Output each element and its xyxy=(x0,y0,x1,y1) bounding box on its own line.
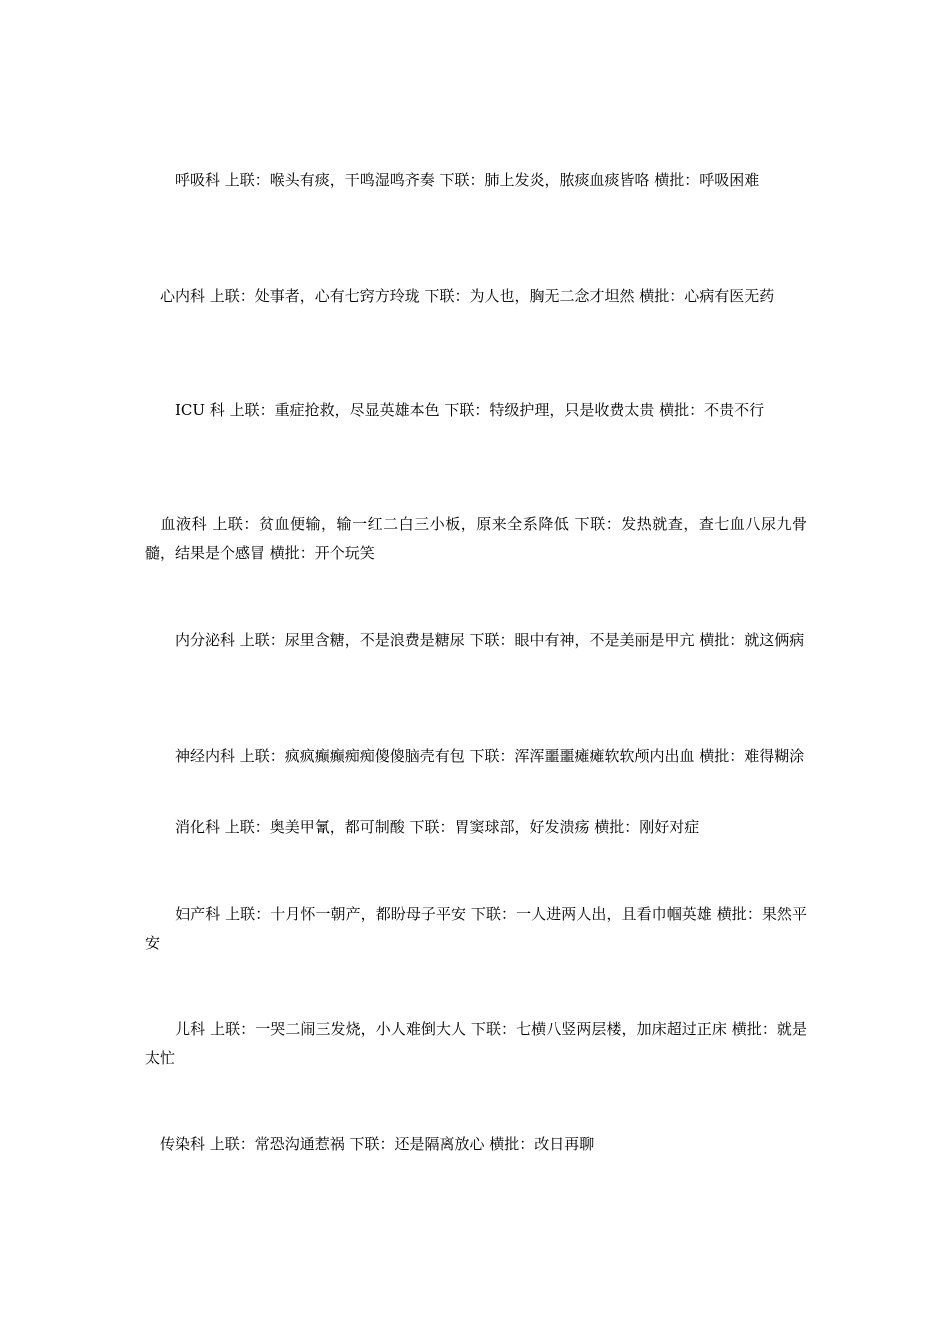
paragraph-neurology: 神经内科 上联：疯疯癫癫痴痴傻傻脑壳有包 下联：浑浑噩噩瘫瘫软软颅内出血 横批：难得糊涂 xyxy=(145,747,805,765)
paragraph-icu: ICU 科 上联：重症抢救，尽显英雄本色 下联：特级护理，只是收费太贵 横批：不贵不行 xyxy=(145,401,765,419)
paragraph-gastroenterology: 消化科 上联：奥美甲氰，都可制酸 下联：胃窦球部，好发溃疡 横批：刚好对症 xyxy=(145,818,700,836)
paragraph-hematology: 血液科 上联：贫血便输，输一红二白三小板，原来全系降低 下联：发热就查，查七血八尿九骨髓，结果是个感冒 横批：开个玩笑 xyxy=(145,515,807,562)
paragraph-endocrinology: 内分泌科 上联：尿里含糖，不是浪费是糖尿 下联：眼中有神，不是美丽是甲亢 横批：就这俩病 xyxy=(145,631,805,649)
paragraph-respiratory: 呼吸科 上联：喉头有痰，干鸣湿鸣齐奏 下联：肺上发炎，脓痰血痰皆咯 横批：呼吸困难 xyxy=(145,171,760,189)
paragraph-obstetrics: 妇产科 上联：十月怀一朝产，都盼母子平安 下联：一人进两人出，且看巾帼英雄 横批：果然平安 xyxy=(145,905,807,952)
paragraph-cardiology: 心内科 上联：处事者，心有七窍方玲珑 下联：为人也，胸无二念才坦然 横批：心病有医无药 xyxy=(145,287,775,305)
paragraph-infectious-diseases: 传染科 上联：常恐沟通惹祸 下联：还是隔离放心 横批：改日再聊 xyxy=(145,1135,595,1153)
paragraph-pediatrics: 儿科 上联：一哭二闹三发烧，小人难倒大人 下联：七横八竖两层楼，加床超过正床 横批：就是太忙 xyxy=(145,1020,807,1067)
